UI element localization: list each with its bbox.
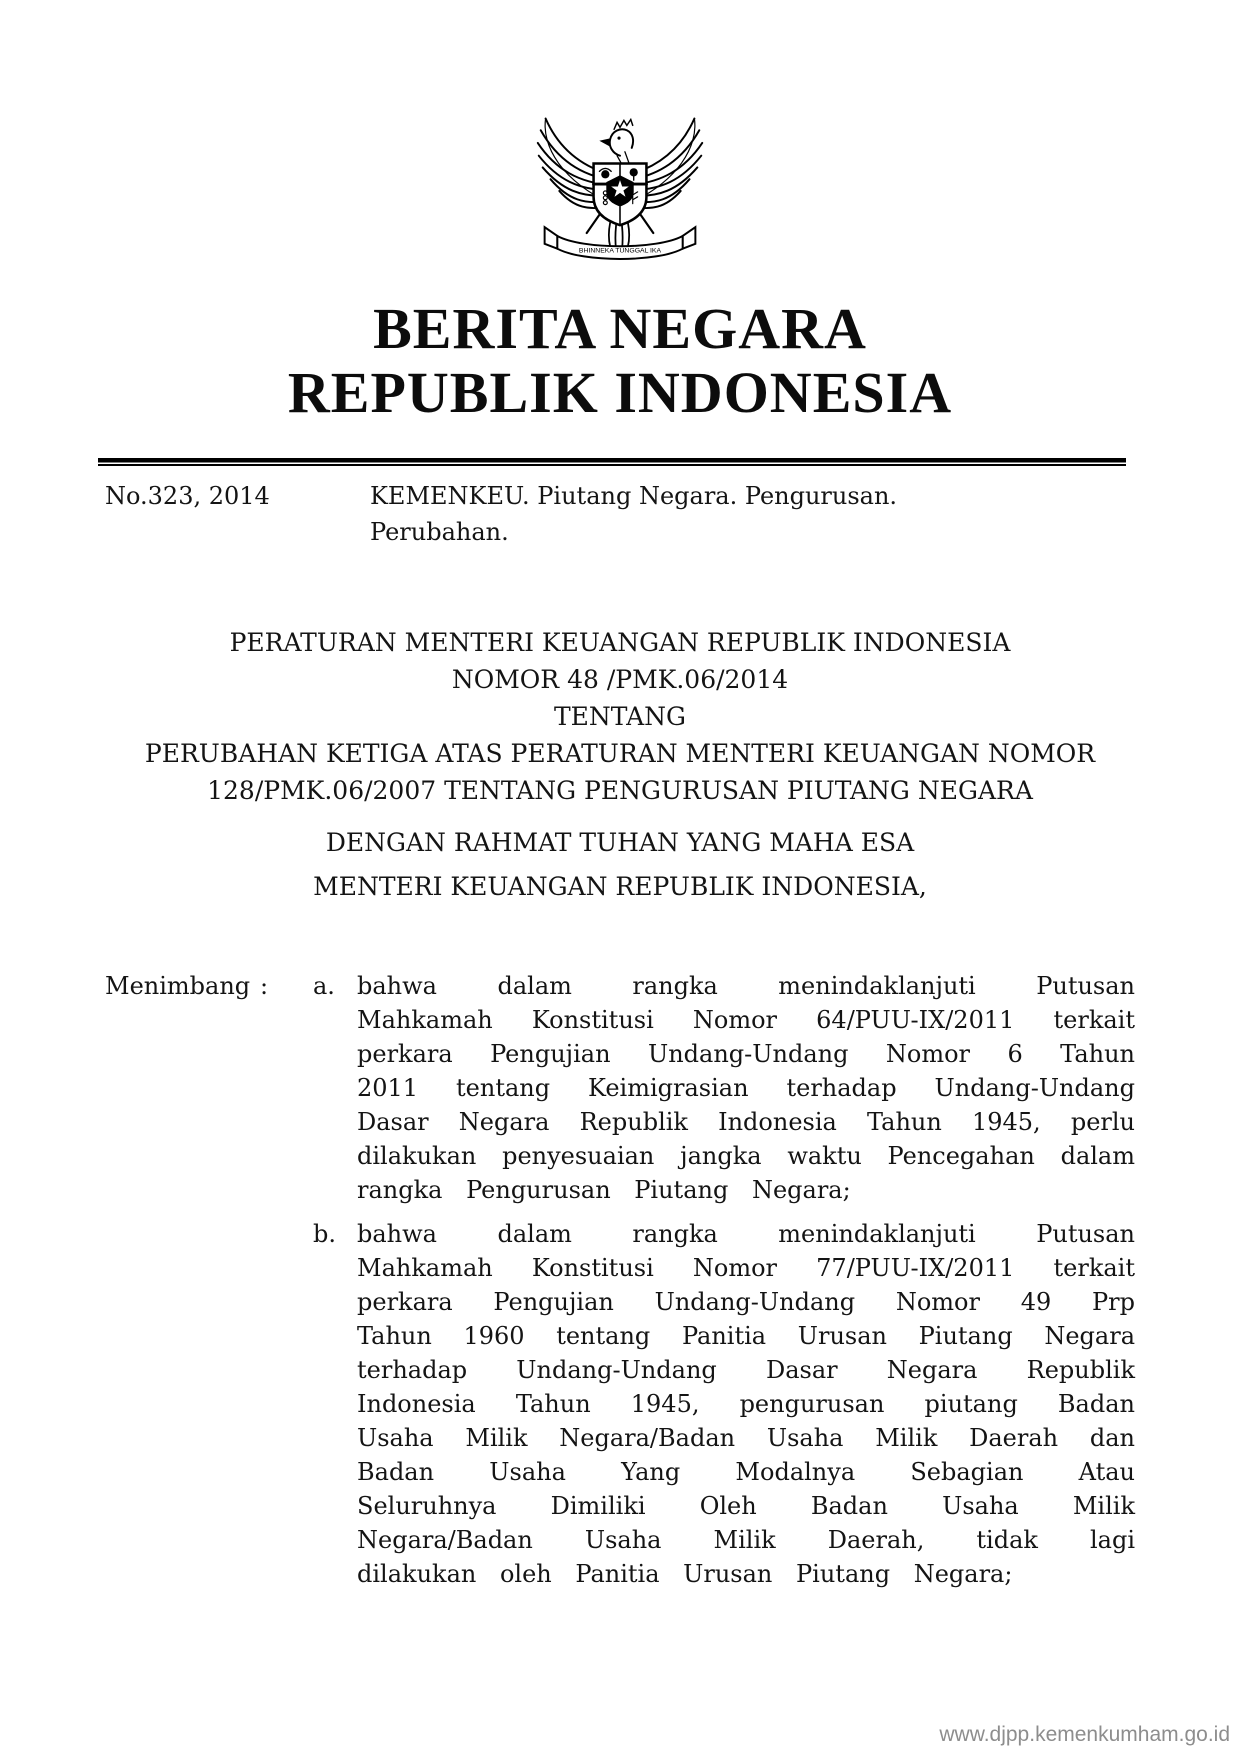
- masthead-line2: REPUBLIK INDONESIA: [287, 360, 953, 425]
- considering-item-a: [313, 969, 1135, 1207]
- considering-colon: :: [260, 972, 269, 1000]
- item-text-a: bahwa dalam rangka menindaklanjuti Putusan Mahkamah Konstitusi Nomor 64/PUU-IX/2011 terkait perkara Pengujian Undang-Undang Nomor 6 Tahun 2011 tentang Keimigrasian terhadap Undang-Undang Dasar Negara Republik Indonesia Tahun 1945, perlu dilakukan penyesuaian jangka waktu Pencegahan dalam rangka Pengurusan Piutang Negara;: [357, 972, 1135, 1204]
- issue-subject: KEMENKEU. Piutang Negara. Pengurusan. Perubahan.: [370, 482, 898, 546]
- considering-label: Menimbang: [105, 972, 251, 1000]
- considering-section: [0, 969, 1240, 1591]
- invocation-block: [0, 825, 1240, 905]
- regulation-number-line: NOMOR 48 /PMK.06/2014: [451, 665, 789, 694]
- issue-row: [0, 478, 1240, 550]
- footer-url: www.djpp.kemenkumham.go.id: [939, 1723, 1230, 1746]
- item-marker-a: a.: [313, 972, 335, 1000]
- item-text-b: bahwa dalam rangka menindaklanjuti Putusan Mahkamah Konstitusi Nomor 77/PUU-IX/2011 terkait perkara Pengujian Undang-Undang Nomor 49 Prp Tahun 1960 tentang Panitia Urusan Piutang Negara terhadap Undang-Undang Dasar Negara Republik Indonesia Tahun 1945, pengurusan piutang Badan Usaha Milik Negara/Badan Usaha Milik Daerah dan Badan Usaha Yang Modalnya Sebagian Atau Seluruhnya Dimiliki Oleh Badan Usaha Milik Negara/Badan Usaha Milik Daerah, tidak lagi dilakukan oleh Panitia Urusan Piutang Negara;: [357, 1220, 1135, 1588]
- issue-number: No.323, 2014: [105, 482, 270, 510]
- invocation-line: DENGAN RAHMAT TUHAN YANG MAHA ESA: [325, 828, 915, 857]
- considering-items: [313, 969, 1135, 1591]
- regulation-about-label: TENTANG: [553, 702, 686, 731]
- emblem-motto: BHINNEKA TUNGGAL IKA: [578, 247, 662, 255]
- masthead-line1: BERITA NEGARA: [373, 296, 867, 361]
- masthead-divider-rule: [98, 458, 1126, 466]
- masthead: [0, 297, 1240, 425]
- regulation-title-line: PERATURAN MENTERI KEUANGAN REPUBLIK INDONESIA: [229, 628, 1011, 657]
- considering-item-b: [313, 1217, 1135, 1591]
- garuda-pancasila-emblem: [522, 95, 718, 281]
- regulation-subject-line1: PERUBAHAN KETIGA ATAS PERATURAN MENTERI KEUANGAN NOMOR: [144, 739, 1096, 768]
- item-marker-b: b.: [313, 1220, 336, 1248]
- authority-line: MENTERI KEUANGAN REPUBLIK INDONESIA,: [313, 872, 927, 901]
- regulation-subject-line2: 128/PMK.06/2007 TENTANG PENGURUSAN PIUTANG NEGARA: [207, 776, 1033, 805]
- regulation-title-block: [0, 624, 1240, 809]
